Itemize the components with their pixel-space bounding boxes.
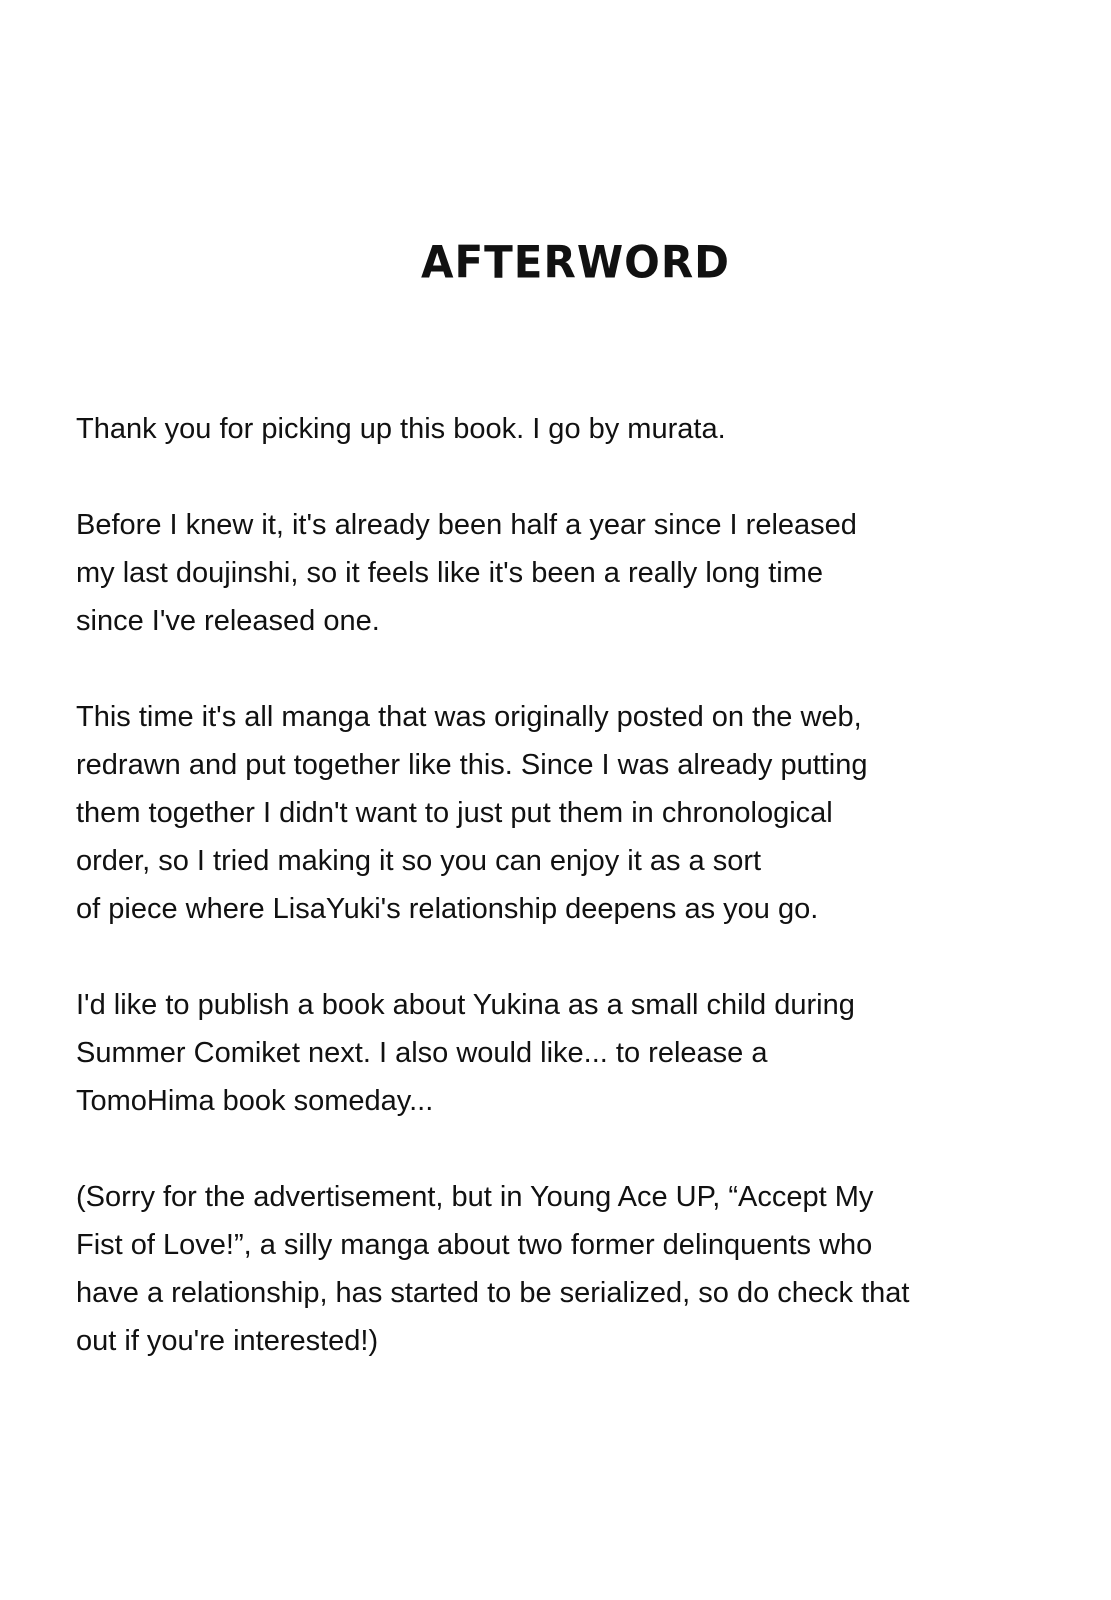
text-line: This time it's all manga that was originally posted on the web, — [76, 701, 862, 733]
text-line: order, so I tried making it so you can enjoy it as a sort — [76, 845, 762, 877]
text-line: Before I knew it, it's already been half a year since I released — [76, 509, 857, 541]
text-line: (Sorry for the advertisement, but in Young Ace UP, “Accept My — [76, 1181, 874, 1213]
text-line: since I've released one. — [76, 605, 380, 637]
paragraph-release-gap — [76, 501, 896, 645]
paragraph-content — [76, 693, 896, 933]
paragraph-intro — [76, 405, 896, 453]
text-line: redrawn and put together like this. Since I was already putting — [76, 749, 868, 781]
page-title: AFTERWORD — [420, 236, 731, 289]
text-line: Summer Comiket next. I also would like... to release a — [76, 1037, 768, 1069]
paragraph-advertisement — [76, 1173, 910, 1365]
text-line: Thank you for picking up this book. I go by murata. — [76, 413, 726, 445]
text-line: of piece where LisaYuki's relationship deepens as you go. — [76, 893, 819, 925]
text-line: TomoHima book someday... — [76, 1085, 434, 1117]
text-line: my last doujinshi, so it feels like it's been a really long time — [76, 557, 823, 589]
paragraph-plans — [76, 981, 896, 1125]
afterword-body — [76, 405, 910, 1413]
text-line: out if you're interested!) — [76, 1325, 379, 1357]
text-line: have a relationship, has started to be serialized, so do check that — [76, 1277, 910, 1309]
text-line: I'd like to publish a book about Yukina as a small child during — [76, 989, 855, 1021]
text-line: them together I didn't want to just put them in chronological — [76, 797, 833, 829]
text-line: Fist of Love!”, a silly manga about two former delinquents who — [76, 1229, 873, 1261]
